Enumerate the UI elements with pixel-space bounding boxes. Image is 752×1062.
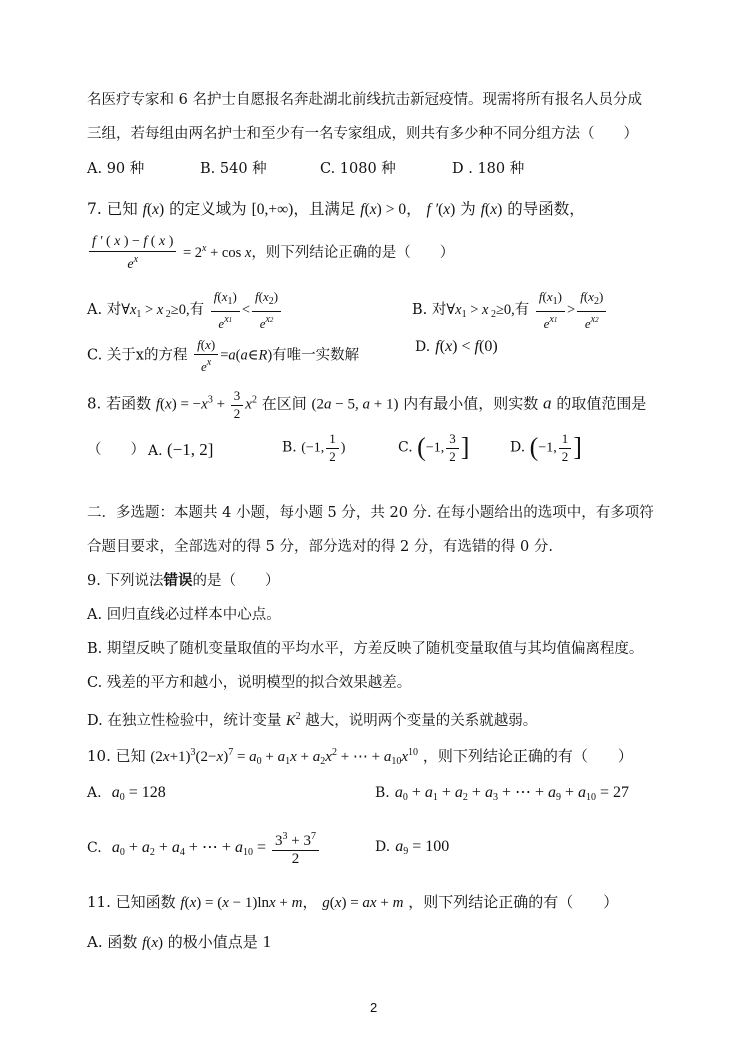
q7-t3: ， [406,200,422,218]
q10-option-d-label: D. [375,839,391,855]
q8-t3: 的取值范围是 [556,394,647,413]
q7-option-c-tail: 有唯一实数解 [272,347,360,364]
q6-option-b: B. 540 种 [200,161,267,177]
q7-option-c: C. 关于x的方程 $\frac{f(x)}{e^x}$ =a(a∈R)有唯一实数解 [87,337,360,374]
q6-text-line1: 名医疗专家和 6 名护士自愿报名奔赴湖北前线抗击新冠疫情。现需将所有报名人员分成 [87,92,642,108]
q7-t4: 为 [460,200,476,218]
q7-option-b: B. 对$\forall x_1 > x$ $_2$≥0,有 $\frac{f(x_1)}{e^{x1}}$ > $\frac{f(x_2)}{e^{x2}}$ [412,288,608,332]
q8-option-d-label: D. [510,439,526,456]
q7-stem-line1: 7. 已知 f(x) 的定义域为 [0,+∞)，且满足 f(x) > 0， f ′(x) 为 f(x) 的导函数， [87,200,585,218]
q7-t5: 的导函数， [507,200,585,218]
q7-option-b-lead: B. 对 [412,302,447,318]
q7-option-a-mid: 有 [189,302,205,318]
q7-option-a: A. 对$\forall x_1 > x$ $_2$≥0,有 $\frac{f(x_1)}{e^{x1}}$ < $\frac{f(x_2)}{e^{x2}}$ [87,288,283,332]
q10-option-b: B. $a_0 + a_1 + a_2 + a_3$ + ⋯ + $a_9 + a_{10} = 27$ [375,784,630,803]
q7-option-d-lead: D. [415,339,431,355]
q10-option-a: A. $a_0 = 128$ [87,784,166,803]
q9-option-d-lead: D. 在独立性检验中，统计变量 [87,713,282,729]
q11-option-a-mid: 的极小值点是 [167,933,258,951]
q8-t2: 内有最小值，则实数 [403,394,539,413]
q10-tail: ，则下列结论正确的有（ ） [422,747,633,765]
q10-option-d: D. $a_9 = 100$ [375,838,450,857]
q7-option-b-mid: 有 [514,302,530,318]
q9-option-d-tail: 越大，说明两个变量的关系就越弱。 [305,713,538,729]
q8-option-c-label: C. [398,439,413,456]
q11-tail: ，则下列结论正确的有（ ） [408,893,619,911]
q8-option-c: C. (−1, $\frac{3}{2}$ ] [398,431,470,464]
q9-option-a: A. 回归直线必过样本中心点。 [87,607,281,623]
q7-option-c-lead: C. 关于x的方程 [87,347,188,364]
q10-lead: 10. 已知 [87,747,146,765]
q10-option-b-label: B. [375,785,390,801]
q8-option-a: A. (−1, 2] [148,440,214,459]
q7-t2: ，且满足 [293,200,356,218]
q7-fraction: $\frac{f ' ( x ) - f ( x )}{e^x}$ [89,233,176,273]
q7-option-a-lead: A. 对 [87,302,122,318]
q6-option-c: C. 1080 种 [320,161,396,177]
q11-option-a-lead: A. 函数 [87,933,138,951]
q7-fx: f [142,201,147,218]
q10-option-c-label: C. [87,840,102,856]
q7-stem-line2: $\frac{f ' ( x ) - f ( x )}{e^x}$ = $2^x + \cos x$，则下列结论正确的是（ ） [87,233,454,273]
section2-heading-line1: 二．多选题：本题共 4 小题，每小题 5 分，共 20 分. 在每小题给出的选项中，有多项符 [87,505,654,521]
q9-option-d: D. 在独立性检验中，统计变量 $K^2$ 越大，说明两个变量的关系就越弱。 [87,711,538,729]
q9-emphasis: 错误 [163,572,193,589]
q10-option-a-label: A. [87,785,102,801]
q7-cond: f [360,201,365,218]
q8-answer-paren: （ ） [87,442,145,458]
q7-option-d: D. f(x) < f(0) [415,338,498,355]
q9-lead: 9. 下列说法 [87,573,164,589]
q6-option-d: D . 180 种 [452,161,525,177]
q9-option-c: C. 残差的平方和越小，说明模型的拟合效果越差。 [87,675,412,691]
q6-text-line2: 三组，若每组由两名护士和至少有一名专家组成，则共有多少种不同分组方法（ ） [87,126,638,142]
q11-stem: 11. 已知函数 f(x) = (x − 1)lnx + m， g(x) = ax + m ，则下列结论正确的有（ ） [87,893,619,911]
q8-stem: 8. 若函数 $f(x) = -x^3$ + $\frac{3}{2}$ $x^2$ 在区间 (2a − 5, a + 1) 内有最小值，则实数 a 的取值范围是 [87,388,647,421]
q7-fprime: f ′ [426,201,439,218]
q9-tail: 的是（ ） [192,573,280,589]
q11-option-a: A. 函数 f(x) 的极小值点是 1 [87,932,272,951]
section2-heading-line2: 合题目要求，全部选对的得 5 分，部分选对的得 2 分，有选错的得 0 分. [87,539,553,555]
q8-option-b: B. (−1, $\frac{1}{2}$ ) [282,431,346,464]
q10-stem: 10. 已知 $(2x+1)^3(2-x)^7 = a_0 + a_1x + a_2x^2$ + ⋯ + $a_{10}x^{10}$ ，则下列结论正确的有（ ） [87,747,633,767]
q6-option-a: A. 90 种 [87,161,145,177]
q11-t1: ， [302,893,318,911]
q7-domain: [0,+∞) [251,201,294,218]
q9-stem [87,571,279,591]
q7-t6: ，则下列结论正确的是（ ） [251,245,455,261]
q8-t1: 在区间 [261,394,307,413]
q8-option-d: D. (−1, $\frac{1}{2}$ ] [510,431,582,464]
q7-t1: 的定义域为 [169,200,247,218]
q8-option-a-label: A. [148,443,163,459]
q8-lead: 8. 若函数 [87,394,152,413]
q8-option-b-label: B. [282,439,297,456]
q10-option-c: C. $a_0 + a_2 + a_4$ + ⋯ + $a_{10}$ = $\frac{3^3 + 3^7}{2}$ [87,828,321,867]
q7-lead: 7. 已知 [87,200,138,218]
q9-option-b: B. 期望反映了随机变量取值的平均水平，方差反映了随机变量取值与其均值偏离程度。 [87,641,644,657]
page-number: 2 [370,1000,378,1015]
q11-lead: 11. 已知函数 [87,893,176,911]
